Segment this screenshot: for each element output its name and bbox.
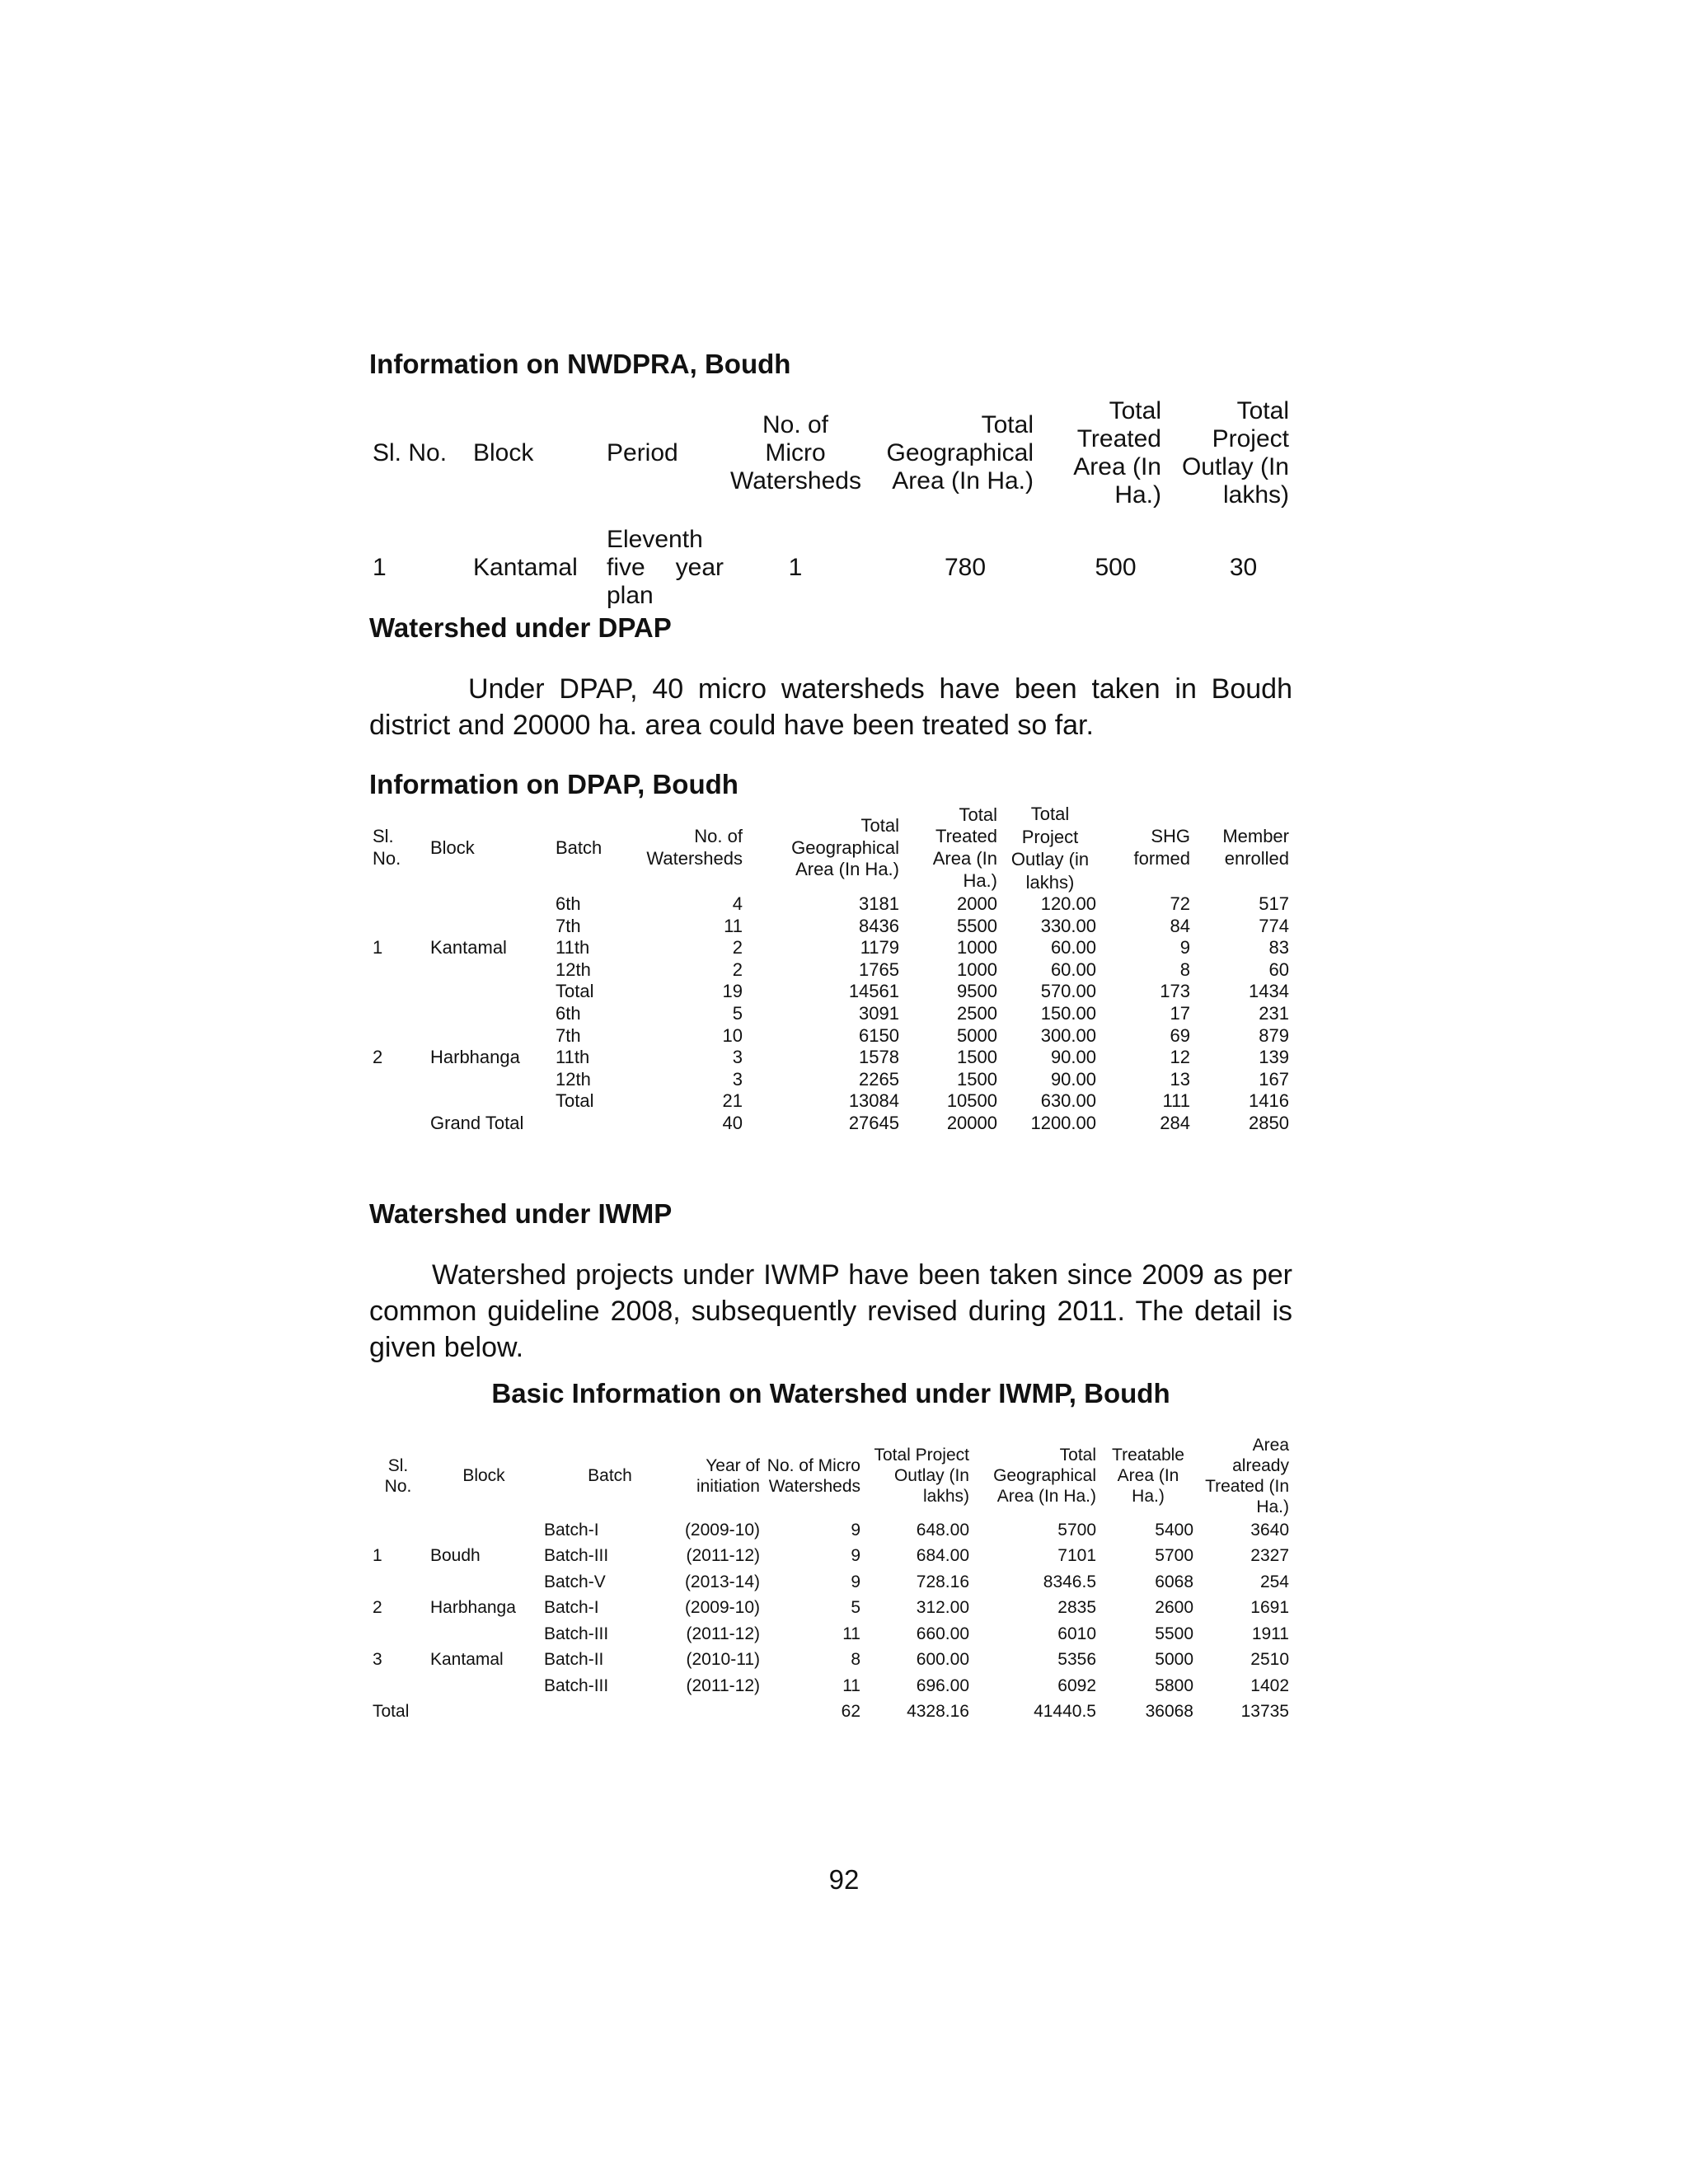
table-cell: 2 [373,1598,382,1618]
table-row [369,981,1292,1003]
column-header: Treatable Area (In Ha.) [1112,1446,1184,1507]
table-cell: 21 [722,1090,743,1112]
table-cell: 84 [1170,915,1190,936]
table-header-row [369,803,1292,893]
table-cell: Batch-III [544,1624,609,1643]
table-cell: 60.00 [1050,958,1096,980]
table-cell: 90.00 [1050,1047,1096,1068]
table-cell: Kantamal [430,1650,504,1670]
table-row [369,519,1292,616]
table-cell [369,916,427,938]
table-cell: 5700 [1057,1520,1096,1540]
nwdpra-table [369,387,1292,616]
table-cell: Batch-III [544,1546,609,1566]
table-cell: (2010-11) [686,1650,760,1670]
total-label: Total [373,1702,410,1722]
table-header-row [369,387,1292,519]
table-cell: 9 [851,1572,860,1591]
table-cell: 696.00 [916,1675,969,1695]
table-cell: 1402 [1250,1675,1289,1695]
table-row [369,1025,1292,1047]
table-cell: 6092 [1057,1675,1096,1695]
table-cell: 517 [1259,893,1289,914]
column-header: Total Geographical Area (In Ha.) [993,1446,1096,1507]
column-header: Block [462,1466,505,1486]
table-cell: 3 [373,1650,382,1670]
table-cell: (2011-12) [686,1624,760,1643]
table-cell [369,1090,427,1113]
table-cell: 774 [1259,915,1289,936]
table-cell: 20000 [946,1112,997,1133]
table-cell: 5356 [1057,1650,1096,1670]
table-cell: 1500 [957,1047,997,1068]
table-cell: 9 [1179,937,1190,958]
table-cell: 660.00 [916,1624,969,1643]
table-cell: 1911 [1251,1624,1289,1643]
table-total-row [369,1699,1292,1725]
dpap-title: Information on DPAP, Boudh [369,769,738,799]
table-cell [427,1569,541,1596]
table-cell: 2000 [957,893,997,914]
table-row [369,1569,1292,1596]
table-cell: 8436 [859,915,899,936]
column-header: Total Treated Area (In Ha.) [1073,397,1161,509]
table-cell [369,1569,427,1596]
table-cell: 6010 [1057,1624,1096,1643]
table-row [369,916,1292,938]
table-cell [427,981,552,1003]
table-cell: 83 [1268,937,1289,958]
table-cell: 19 [722,981,743,1002]
table-cell [427,1517,541,1544]
table-cell: 5 [732,1002,743,1024]
column-header: Total Project Outlay (In lakhs) [874,1446,969,1507]
table-cell: Batch-I [544,1598,599,1618]
table-cell: 13 [1170,1068,1190,1090]
table-row [369,1003,1292,1025]
table-cell [427,1621,541,1647]
table-cell: 60.00 [1050,937,1096,958]
table-cell: 1500 [957,1068,997,1090]
table-cell [427,1025,552,1047]
table-cell [427,916,552,938]
table-cell: 7th [556,915,581,936]
table-cell [427,959,552,982]
document-body [369,348,1292,1725]
table-cell: 6150 [859,1024,899,1046]
table-cell: 3 [732,1047,743,1068]
table-cell [427,1673,541,1699]
table-cell [369,1113,427,1135]
table-cell: 2 [373,1047,383,1068]
table-cell: 12th [556,958,591,980]
table-row [369,1090,1292,1113]
table-cell: 111 [1162,1090,1190,1112]
table-cell: Total [556,981,594,1002]
table-cell: 11th [556,937,590,958]
column-header: No. of Micro Watersheds [730,411,861,494]
table-cell: 13735 [1240,1702,1289,1722]
iwmp-paragraph: Watershed projects under IWMP have been taken since 2009 as per common guideline 2008, subsequently revised during 2011. The detail is given below. [369,1258,1292,1363]
table-cell: 4328.16 [907,1702,969,1722]
table-cell: 2835 [1057,1598,1096,1618]
table-cell: 10500 [946,1090,997,1112]
table-cell: 90.00 [1050,1068,1096,1090]
table-cell: 1 [373,937,383,958]
table-cell: 40 [722,1112,743,1133]
table-cell: 41440.5 [1034,1702,1096,1722]
table-cell: 5800 [1155,1675,1193,1695]
table-row [369,1517,1292,1544]
table-cell: Grand Total [430,1112,524,1133]
table-cell: 11 [724,915,743,936]
table-cell: 3640 [1250,1520,1289,1540]
table-cell: Batch-I [544,1520,599,1540]
column-header: Block [473,439,534,466]
table-cell: 780 [944,554,987,581]
dpap-table-body [369,893,1292,1135]
table-row [369,893,1292,916]
iwmp-title: Basic Information on Watershed under IWMP, Boudh [491,1377,1170,1408]
table-cell: 300.00 [1040,1024,1096,1046]
iwmp-table [369,1435,1292,1725]
column-header: No. of Watersheds [646,826,743,869]
table-cell: 600.00 [916,1650,969,1670]
table-cell: 150.00 [1040,1002,1096,1024]
table-cell: 630.00 [1040,1090,1096,1112]
table-cell: 2850 [1249,1112,1289,1133]
table-cell: 5000 [957,1024,997,1046]
column-header: SHG formed [1133,826,1190,869]
table-cell [427,1090,552,1113]
table-cell: Total [556,1090,594,1112]
table-cell: 1200.00 [1030,1112,1096,1133]
column-header: Batch [556,837,603,858]
table-cell: 879 [1259,1024,1289,1046]
column-header: No. of Micro Watersheds [767,1455,860,1496]
table-cell: 2 [732,937,743,958]
table-cell: 69 [1170,1024,1190,1046]
dpap-heading: Watershed under DPAP [369,612,672,643]
table-cell [369,893,427,916]
column-header: Total Treated Area (In Ha.) [932,804,997,891]
table-cell: 11 [842,1675,860,1695]
nwdpra-title: Information on NWDPRA, Boudh [369,349,791,379]
table-cell [369,1025,427,1047]
table-cell: 3 [732,1068,743,1090]
table-cell: 60 [1268,958,1289,980]
table-cell: 8 [1179,958,1190,980]
table-cell [369,959,427,982]
table-cell [427,893,552,916]
table-cell: 1434 [1249,981,1289,1002]
table-cell: 1765 [859,958,899,980]
table-cell [369,1621,427,1647]
iwmp-table-body [369,1517,1292,1699]
column-header: Total Geographical Area (In Ha.) [886,411,1034,494]
table-cell: 5500 [957,915,997,936]
page-number: 92 [828,1864,860,1895]
table-cell: 10 [722,1024,743,1046]
table-row [369,937,1292,959]
table-cell: Batch-V [544,1572,606,1591]
table-cell: 7101 [1057,1546,1096,1566]
table-cell: 72 [1170,893,1190,914]
table-cell: 8 [851,1650,860,1670]
table-cell: 13084 [848,1090,899,1112]
table-cell: 6th [556,1002,581,1024]
table-cell: (2011-12) [686,1675,760,1695]
table-cell: 120.00 [1040,893,1096,914]
table-cell: 17 [1170,1002,1190,1024]
table-cell: 3091 [859,1002,899,1024]
table-cell: 12 [1170,1047,1190,1068]
table-cell [369,1673,427,1699]
column-header: Block [430,837,475,858]
table-cell: 1179 [860,937,899,958]
table-cell: 2 [732,958,743,980]
table-cell: 5500 [1155,1624,1193,1643]
table-row [369,1673,1292,1699]
table-cell: 1000 [957,937,997,958]
column-header: Sl. No. [373,439,448,466]
table-cell: 1 [373,554,387,581]
table-cell [369,981,427,1003]
table-cell: 62 [841,1702,860,1722]
table-cell: 684.00 [916,1546,969,1566]
table-cell: 173 [1160,981,1190,1002]
table-cell: 5 [851,1598,860,1618]
column-header: Batch [588,1466,632,1486]
table-cell: Kantamal [430,937,507,958]
table-cell [427,1003,552,1025]
table-header-row [369,1435,1292,1517]
table-cell: 8346.5 [1043,1572,1096,1591]
table-cell: 5000 [1155,1650,1193,1670]
table-cell: 9 [851,1520,860,1540]
table-cell: 312.00 [916,1598,969,1618]
table-cell: 6th [556,893,581,914]
table-cell: 2600 [1155,1598,1193,1618]
table-cell: 648.00 [916,1520,969,1540]
table-row [369,1543,1292,1569]
table-row [369,1069,1292,1091]
column-header: Total Geographical Area (In Ha.) [791,815,899,880]
table-cell: 14561 [848,981,899,1002]
table-cell: 9 [851,1546,860,1566]
table-cell: 5700 [1155,1546,1193,1566]
table-cell [369,1517,427,1544]
table-cell: 6068 [1155,1572,1193,1591]
column-header: Total Project Outlay (in lakhs) [1010,804,1090,893]
table-cell: 9500 [957,981,997,1002]
table-cell: 1691 [1250,1598,1289,1618]
table-cell: (2009-10) [684,1598,760,1618]
table-cell: 11th [556,1047,590,1068]
table-cell: 2510 [1250,1650,1289,1670]
table-row [369,1595,1292,1621]
table-row [369,1113,1292,1135]
table-cell: 36068 [1145,1702,1193,1722]
table-cell: 254 [1259,1572,1289,1591]
table-cell: 3181 [859,893,899,914]
table-cell: 27645 [848,1112,899,1133]
table-cell: Kantamal [473,554,578,581]
table-cell: 1416 [1249,1090,1289,1112]
table-row [369,959,1292,982]
table-cell: 5400 [1155,1520,1193,1540]
table-cell: Eleventh five year plan [607,526,724,609]
table-cell: 231 [1259,1002,1289,1024]
table-row [369,1621,1292,1647]
table-cell: 570.00 [1040,981,1096,1002]
dpap-table [369,803,1292,1135]
iwmp-heading: Watershed under IWMP [369,1197,673,1229]
table-cell: 1578 [859,1047,899,1068]
table-cell: Harbhanga [430,1047,520,1068]
table-cell: 11 [842,1624,860,1643]
table-cell: 1 [788,554,803,581]
table-row [369,1647,1292,1673]
table-cell: 2327 [1250,1546,1289,1566]
table-cell: 139 [1259,1047,1289,1068]
table-cell: 284 [1160,1112,1190,1133]
dpap-paragraph: Under DPAP, 40 micro watersheds have been taken in Boudh district and 20000 ha. area could have been treated so far. [369,673,1292,741]
table-cell: (2009-10) [684,1520,760,1540]
table-cell: 2265 [859,1068,899,1090]
table-cell [369,1003,427,1025]
table-cell: 167 [1259,1068,1289,1090]
table-cell: 4 [732,893,743,914]
column-header: Sl. No. [384,1455,412,1496]
table-cell: Batch-III [544,1675,609,1695]
table-cell: Batch-II [544,1650,604,1670]
column-header: Year of initiation [696,1455,760,1496]
table-cell: 330.00 [1040,915,1096,936]
column-header: Sl. No. [373,826,401,869]
column-header: Member enrolled [1222,826,1289,869]
column-header: Period [607,439,678,466]
table-cell: Boudh [430,1546,481,1566]
column-header: Area already Treated (In Ha.) [1205,1435,1289,1516]
table-cell: 728.16 [916,1572,969,1591]
table-cell: 500 [1095,554,1137,581]
table-cell: 7th [556,1024,581,1046]
table-cell: Harbhanga [430,1598,516,1618]
column-header: Total Project Outlay (In lakhs) [1181,397,1289,509]
table-cell [552,1113,633,1135]
table-cell: 2500 [957,1002,997,1024]
table-row [369,1047,1292,1069]
table-cell: (2013-14) [684,1572,760,1591]
table-cell: 1 [373,1546,382,1566]
table-cell: 1000 [957,958,997,980]
table-cell [369,1069,427,1091]
table-cell: (2011-12) [686,1546,760,1566]
table-cell: 12th [556,1068,591,1090]
table-cell: 30 [1229,554,1258,581]
table-cell [427,1069,552,1091]
